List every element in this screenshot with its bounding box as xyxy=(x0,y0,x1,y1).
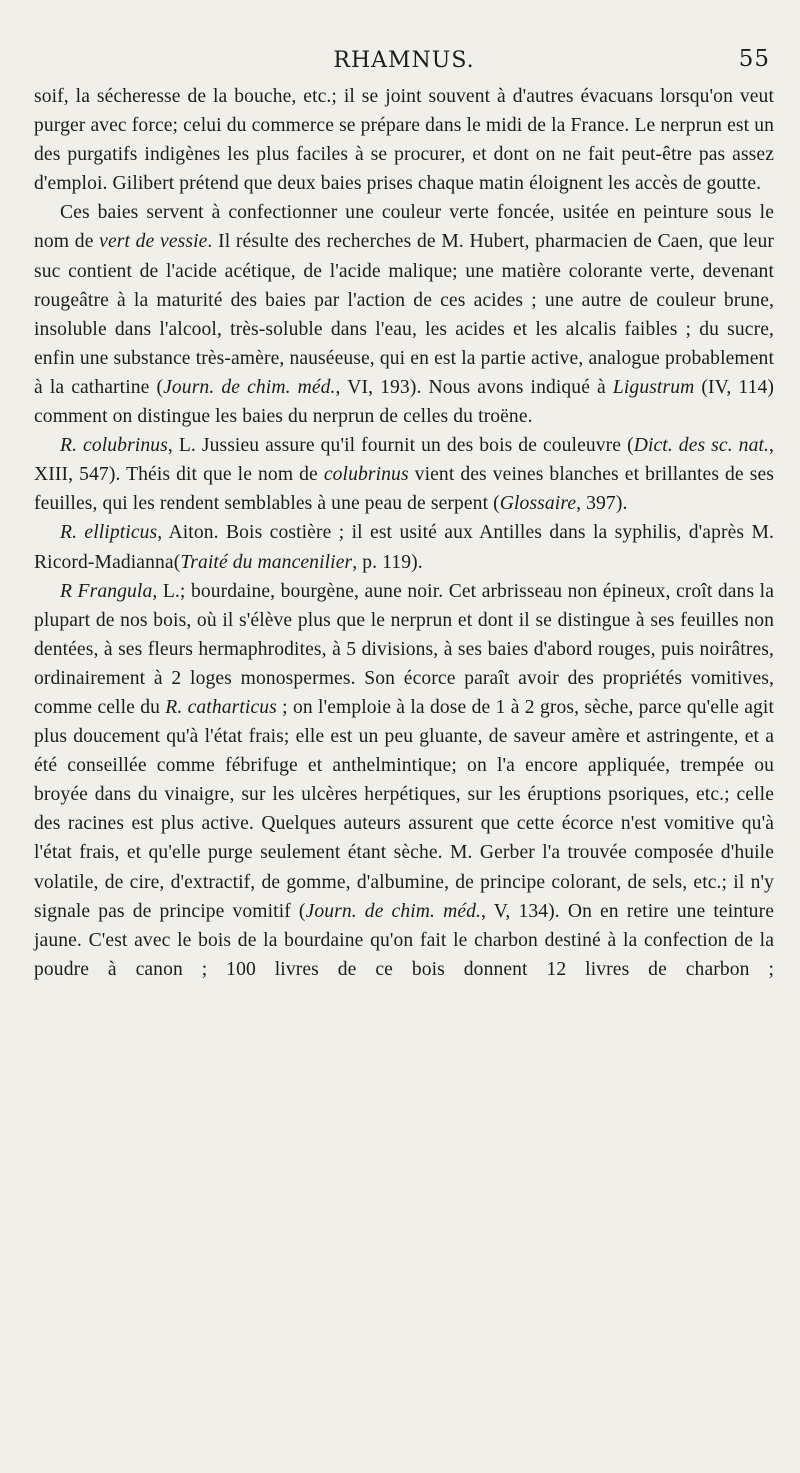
italic-text: Journ. de chim. méd. xyxy=(163,376,336,398)
italic-text: colubrinus xyxy=(323,464,409,486)
paragraph xyxy=(34,518,774,576)
page-number: 55 xyxy=(738,46,770,72)
body-text xyxy=(34,82,774,984)
italic-text: Dict. des sc. nat. xyxy=(633,435,770,457)
book-page xyxy=(34,44,774,984)
text-run: , L. Jussieu assure qu'il fournit un des bois de couleuvre ( xyxy=(167,435,634,457)
text-run: (IV, 114) comment on distingue les baies du nerprun de celles du troëne. xyxy=(34,376,774,428)
paragraph xyxy=(34,198,774,431)
text-run: Ces baies servent à confectionner une couleur verte foncée, usitée en peinture sous le nom de xyxy=(34,202,774,253)
italic-text: vert de vessie xyxy=(99,231,208,253)
page-header xyxy=(34,44,774,82)
italic-text: Glossaire xyxy=(499,493,577,515)
italic-text: Traité du mancenilier xyxy=(180,551,353,573)
text-run: . Il résulte des recherches de M. Hubert, pharmacien de Caen, que leur suc contient de l'acide acétique, de l'acide malique; une matière colorante verte, devenant rougeâtre à la maturité des baies par l'action de ces acides ; une autre de couleur brune, insoluble dans l'alcool, très-soluble dans l'eau, les acides et les alcalis faibles ; du sucre, enfin une substance très-amère, nauséeuse, qui en est la partie active, analogue probablement à la cathartine ( xyxy=(34,231,775,398)
running-title: RHAMNUS. xyxy=(333,48,475,73)
text-run: soif, la sécheresse de la bouche, etc.; il se joint souvent à d'autres évacuans lorsqu'on veut purger avec force; celui du commerce se prépare dans le midi de la France. Le nerprun est un des purgatifs indigènes les plus faciles à se procurer, et dont on ne fait peut-être pas assez d'emploi. Gilibert prétend que deux baies prises chaque matin éloignent les accès de goutte. xyxy=(34,86,774,195)
text-run: , V, 134). On en retire une teinture jaune. C'est avec le bois de la bourdaine qu'on fait le charbon destiné à la confection de la poudre à canon ; 100 livres de ce bois donnent 12 livres de charbon ; xyxy=(34,900,774,980)
italic-text: R. colubrinus xyxy=(60,435,168,457)
italic-text: R Frangula xyxy=(60,580,153,602)
italic-text: Ligustrum xyxy=(612,376,695,398)
italic-text: R. catharticus xyxy=(165,696,277,718)
text-run: , Aiton. Bois costière ; il est usité aux Antilles dans la syphilis, d'après M. Ricord-Madianna( xyxy=(34,522,775,573)
text-run: ; on l'emploie à la dose de 1 à 2 gros, sèche, parce qu'elle agit plus doucement qu'à l'état frais; elle est un peu gluante, de saveur amère et astringente, et a été conseillée comme fébrifuge et anthelmintique; on l'a encore appliquée, trempée ou broyée dans du vinaigre, sur les ulcères herpétiques, sur les éruptions psoriques, etc.; celle des racines est plus active. Quelques auteurs assurent que cette écorce n'est vomitive qu'à l'état frais, et qu'elle purge seulement étant sèche. M. Gerber l'a trouvée composée d'huile volatile, de cire, d'extractif, de gomme, d'albumine, de principe colorant, de sels, etc.; il n'y signale pas de principe vomitif ( xyxy=(34,696,774,922)
text-run: , 397). xyxy=(576,493,628,515)
paragraph xyxy=(34,82,774,198)
text-run: vient des veines blanches et brillantes de ses feuilles, qui les rendent semblables à une peau de serpent ( xyxy=(34,464,774,515)
paragraph xyxy=(34,577,774,984)
text-run: , p. 119). xyxy=(352,551,423,573)
text-run: , VI, 193). Nous avons indiqué à xyxy=(335,376,613,398)
text-run: , L.; bourdaine, bourgène, aune noir. Cet arbrisseau non épineux, croît dans la plupart de nos bois, où il s'élève plus que le nerprun et dont il se distingue à ses feuilles non dentées, à ses fleurs hermaphrodites, à 5 divisions, à ses baies d'abord rouges, puis noirâtres, ordinairement à 2 loges monospermes. Son écorce paraît avoir des propriétés vomitives, comme celle du xyxy=(34,580,774,718)
text-run: , XIII, 547). Théis dit que le nom de xyxy=(34,435,775,486)
paragraph xyxy=(34,431,774,518)
italic-text: R. ellipticus xyxy=(60,522,158,544)
italic-text: Journ. de chim. méd. xyxy=(305,900,482,922)
